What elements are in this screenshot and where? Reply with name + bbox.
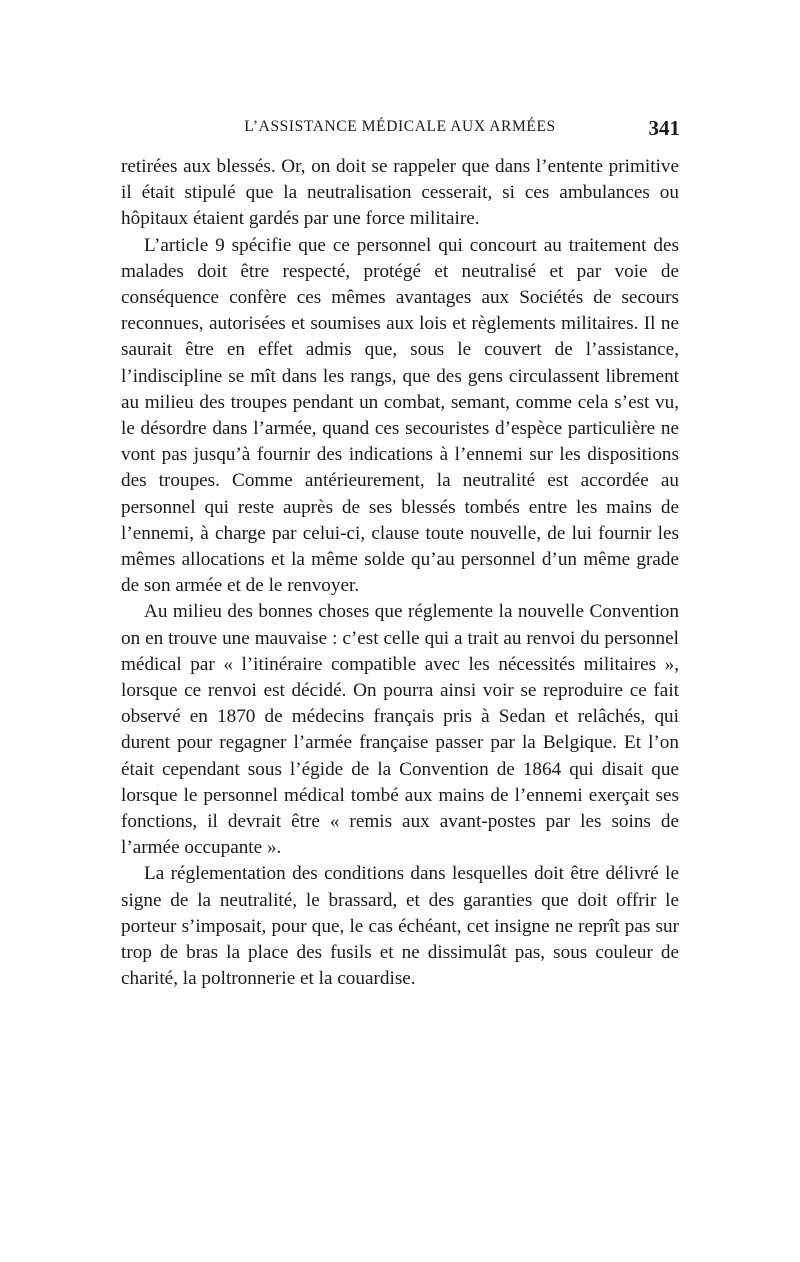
running-head [120, 116, 680, 140]
paragraph: Au milieu des bonnes choses que réglemente la nouvelle Convention on en trouve une mauvaise : c’est celle qui a trait au renvoi du personnel médical par « l’itinéraire compatible avec les nécessités militaires », lorsque ce renvoi est décidé. On pourra ainsi voir se reproduire ce fait observé en 1870 de médecins français pris à Sedan et relâchés, qui durent pour regagner l’armée française passer par la Belgique. Et l’on était cependant sous l’égide de la Convention de 1864 qui disait que lorsque le personnel médical tombé aux mains de l’ennemi exerçait ses fonctions, il devrait être « remis aux avant-postes par les soins de l’armée occupante ». [121, 601, 679, 859]
paragraph: La réglementation des conditions dans lesquelles doit être délivré le signe de la neutralité, le brassard, et des garanties que doit offrir le porteur s’imposait, pour que, le cas échéant, cet insigne ne reprît pas sur trop de bras la place des fusils et ne dissimulât pas, sous couleur de charité, la poltronnerie et la couardise. [121, 863, 679, 990]
paragraph-continuation: retirées aux blessés. Or, on doit se rappeler que dans l’entente primitive il était stipulé que la neutralisation cesserait, si ces ambulances ou hôpitaux étaient gardés par une force militaire. [121, 156, 679, 230]
running-title: L’ASSISTANCE MÉDICALE AUX ARMÉES [244, 118, 556, 135]
body-text [121, 154, 679, 993]
paragraph: L’article 9 spécifie que ce personnel qui concourt au traitement des malades doit être respecté, protégé et neutralisé et par voie de conséquence confère ces mêmes avantages aux Sociétés de secours reconnues, autorisées et soumises aux lois et règlements militaires. Il ne saurait être en effet admis que, sous le couvert de l’assistance, l’indiscipline se mît dans les rangs, que des gens circulassent librement au milieu des troupes pendant un combat, semant, comme cela s’est vu, le désordre dans l’armée, quand ces secouristes d’espèce particulière ne vont pas jusqu’à fournir des indications à l’ennemi sur les dispositions des troupes. Comme antérieurement, la neutralité est accordée au personnel qui reste auprès de ses blessés tombés entre les mains de l’ennemi, à charge par celui-ci, clause toute nouvelle, de lui fournir les mêmes allocations et la même solde qu’au personnel d’un même grade de son armée et de le renvoyer. [121, 234, 679, 597]
page-number: 341 [648, 116, 680, 140]
